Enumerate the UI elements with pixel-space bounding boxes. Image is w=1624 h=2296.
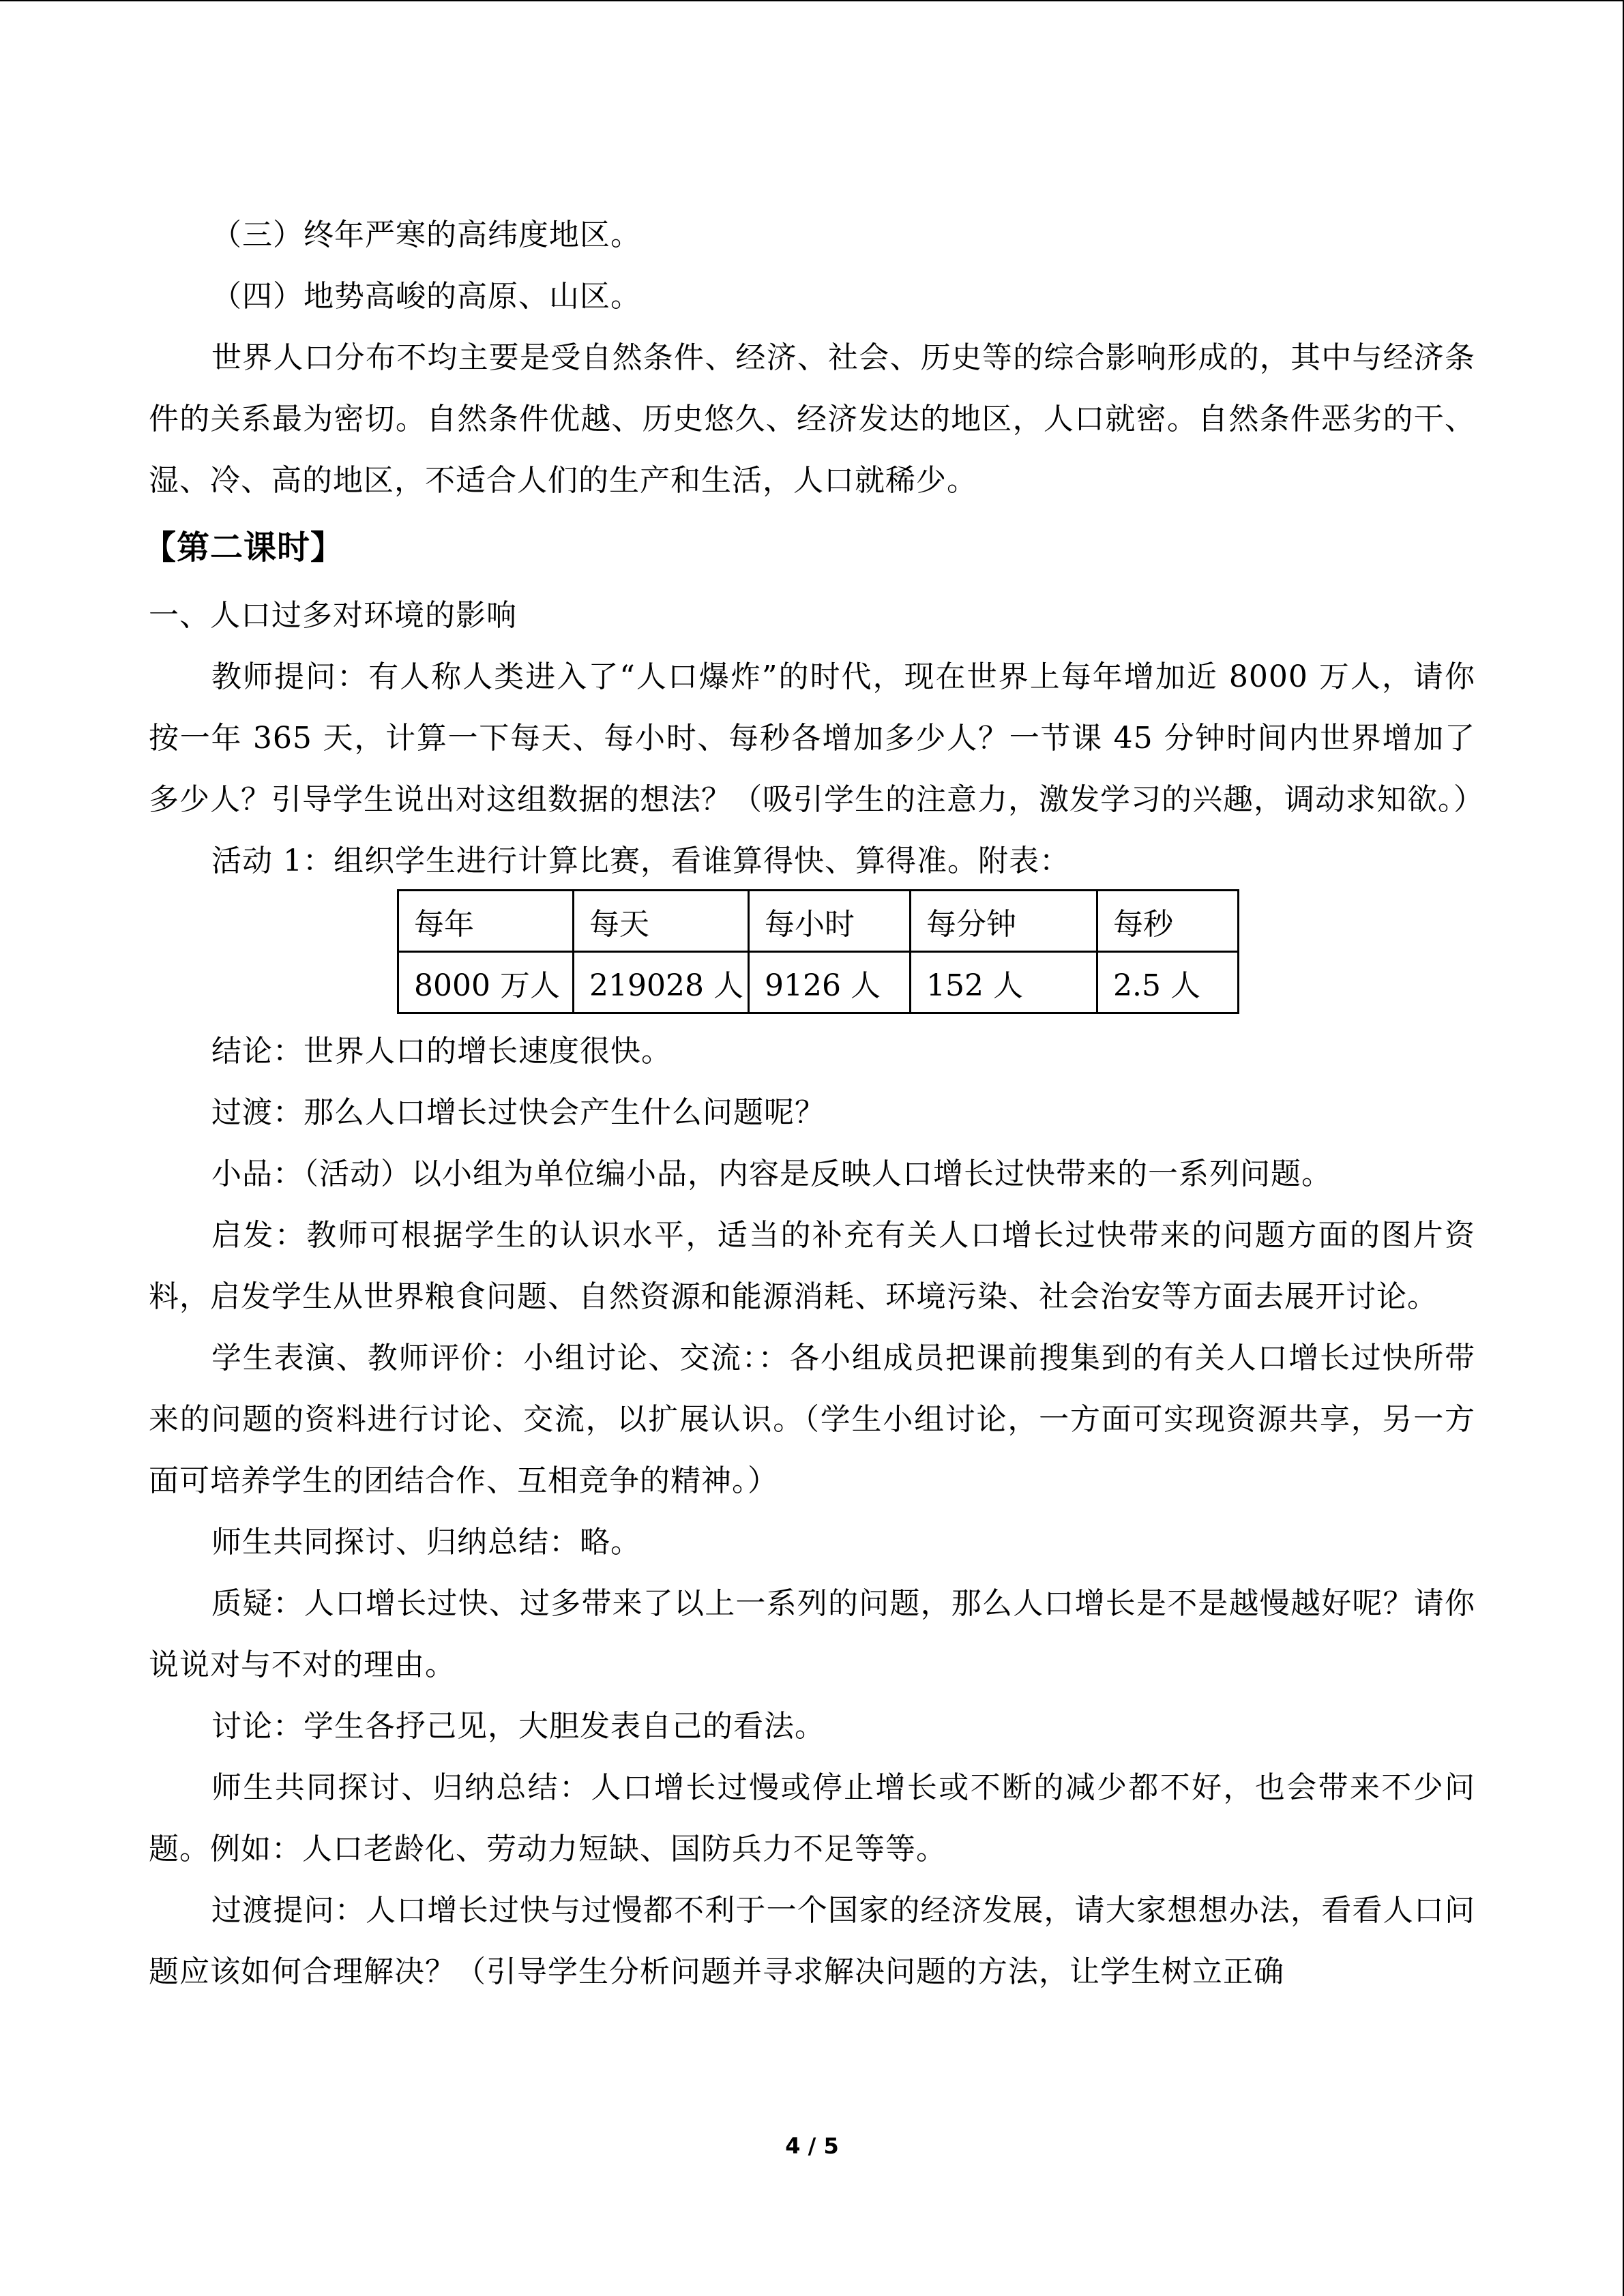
table-row [398,952,1239,1013]
paragraph: 过渡提问：人口增长过快与过慢都不利于一个国家的经济发展，请大家想想办法，看看人口问题应该如何合理解决？（引导学生分析问题并寻求解决问题的方法，让学生树立正确 [149,1893,1475,1989]
page-number: 4 / 5 [785,2133,839,2159]
table-cell: 每分钟 [911,891,1097,952]
table-cell: 每天 [574,891,749,952]
paragraph: 过渡：那么人口增长过快会产生什么问题呢？ [211,1095,825,1130]
paragraph: 世界人口分布不均主要是受自然条件、经济、社会、历史等的综合影响形成的，其中与经济条件的关系最为密切。自然条件优越、历史悠久、经济发达的地区，人口就密。自然条件恶劣的干、湿、冷、高的地区，不适合人们的生产和生活，人口就稀少。 [149,340,1475,498]
paragraph: 启发：教师可根据学生的认识水平，适当的补充有关人口增长过快带来的问题方面的图片资料，启发学生从世界粮食问题、自然资源和能源消耗、环境污染、社会治安等方面去展开讨论。 [149,1218,1475,1314]
paragraph: （四）地势高峻的高原、山区。 [211,279,641,314]
population-growth-table [397,889,1239,1014]
table-cell: 9126 人 [749,952,911,1013]
table-cell: 219028 人 [574,952,749,1013]
document-body [143,205,1484,2003]
paragraph: 教师提问：有人称人类进入了“人口爆炸”的时代，现在世界上每年增加近 8000 万人，请你按一年 365 天，计算一下每天、每小时、每秒各增加多少人？一节课 45 分钟时间内世界增加了多少人？引导学生说出对这组数据的想法？（吸引学生的注意力，激发学习的兴趣，调动求知欲。） [149,659,1484,817]
table-cell: 每小时 [749,891,911,952]
paragraph: 小品：（活动）以小组为单位编小品，内容是反映人口增长过快带来的一系列问题。 [211,1157,1332,1191]
table-cell: 152 人 [911,952,1097,1013]
paragraph: 师生共同探讨、归纳总结：人口增长过慢或停止增长或不断的减少都不好，也会带来不少问题。例如：人口老龄化、劳动力短缺、国防兵力不足等等。 [149,1770,1475,1866]
paragraph: 学生表演、教师评价：小组讨论、交流：：各小组成员把课前搜集到的有关人口增长过快所带来的问题的资料进行讨论、交流，以扩展认识。（学生小组讨论，一方面可实现资源共享，另一方面可培养学生的团结合作、互相竞争的精神。） [149,1341,1475,1498]
section-title: 【第二课时】 [143,528,344,567]
paragraph: 质疑：人口增长过快、过多带来了以上一系列的问题，那么人口增长是不是越慢越好呢？请你说说对与不对的理由。 [149,1586,1475,1682]
paragraph: 活动 1：组织学生进行计算比赛，看谁算得快、算得准。附表： [211,844,1070,878]
table-cell: 2.5 人 [1097,952,1239,1013]
paragraph: 师生共同探讨、归纳总结：略。 [211,1525,641,1560]
table-cell: 每秒 [1097,891,1239,952]
table-header-row [398,891,1239,952]
table-cell: 8000 万人 [398,952,574,1013]
paragraph: 讨论：学生各抒己见，大胆发表自己的看法。 [211,1709,825,1744]
subsection-title: 一、人口过多对环境的影响 [149,598,517,633]
paragraph: 结论：世界人口的增长速度很快。 [211,1034,672,1069]
paragraph: （三）终年严寒的高纬度地区。 [211,218,641,252]
table-cell: 每年 [398,891,574,952]
